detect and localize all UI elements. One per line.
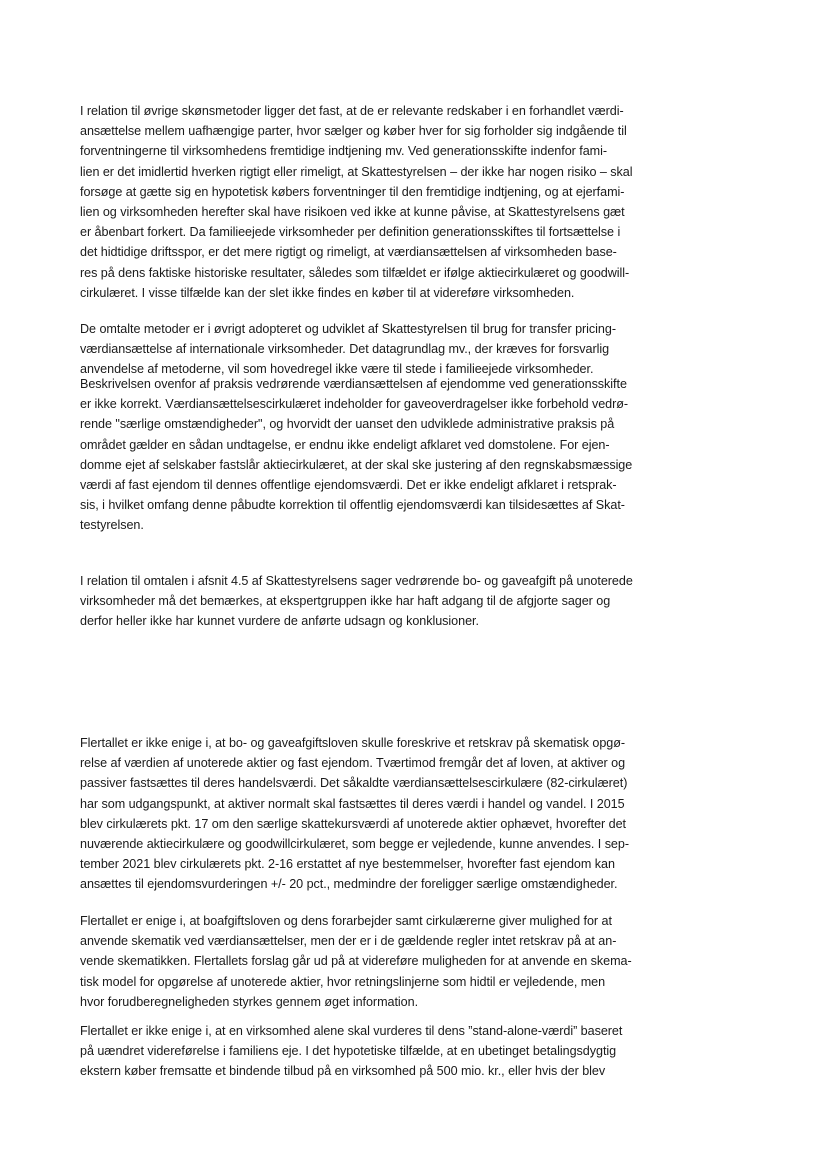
text-line: nuværende aktiecirkulære og goodwillcirkulæret, som begge er vejledende, kunne anvendes. I sep- bbox=[80, 837, 629, 852]
text-line: har som udgangspunkt, at aktiver normalt skal fastsættes til deres værdi i handel og vandel. I 2015 bbox=[80, 796, 625, 811]
text-line: lien er det imidlertid hverken rigtigt eller rimeligt, at Skattestyrelsen – der ikke har nogen risiko – skal bbox=[80, 164, 633, 179]
text-line: forventningerne til virksomhedens fremtidige indtjening mv. Ved generationsskifte indenfor fami- bbox=[80, 144, 607, 159]
text-line: ansættelse mellem uafhængige parter, hvor sælger og køber hver for sig forholder sig indgående til bbox=[80, 124, 627, 139]
text-line: er ikke korrekt. Værdiansættelsescirkulæret indeholder for gaveoverdragelser ikke forbehold vedrø- bbox=[80, 397, 629, 412]
paragraph-skonsmetoder bbox=[80, 101, 632, 303]
text-line: ansættes til ejendomsvurderingen +/- 20 pct., medmindre der foreligger særlige omstændigheder. bbox=[80, 877, 618, 892]
text-line: forsøge at gætte sig en hypotetisk købers forventninger til den fremtidige indtjening, og at ejerfami- bbox=[80, 184, 625, 199]
paragraph-flertallet-retskrav bbox=[80, 733, 629, 895]
text-line: res på dens faktiske historiske resultater, således som tilfældet er ifølge aktiecirkulæret og goodwill- bbox=[80, 265, 630, 280]
text-line: værdi af fast ejendom til dennes offentlige ejendomsværdi. Det er ikke endeligt afklaret i retsprak- bbox=[80, 478, 617, 493]
text-line: anvende skematik ved værdiansættelser, men der er i de gældende regler intet retskrav på at an- bbox=[80, 934, 617, 949]
paragraph-ejendomme bbox=[80, 374, 632, 536]
text-line: er åbenbart forkert. Da familieejede virksomheder per definition generationsskiftes til fortsættelse i bbox=[80, 225, 621, 240]
text-line: det hidtidige driftsspor, er det mere rigtigt og rimeligt, at værdiansættelsen af virksomheden base- bbox=[80, 245, 617, 260]
text-line: derfor heller ikke har kunnet vurdere de anførte udsagn og konklusioner. bbox=[80, 614, 479, 629]
text-line: hvor forudberegneligheden styrkes gennem øget information. bbox=[80, 994, 419, 1009]
paragraph-stand-alone bbox=[80, 1021, 622, 1082]
text-line: tember 2021 blev cirkulærets pkt. 2-16 erstattet af nye bestemmelser, hvorefter fast ejendom kan bbox=[80, 857, 615, 872]
text-line: cirkulæret. I visse tilfælde kan der slet ikke findes en køber til at videreføre virksomheden. bbox=[80, 285, 575, 300]
text-line: på uændret videreførelse i familiens eje. I det hypotetiske tilfælde, at en ubetinget betalingsdygtig bbox=[80, 1044, 617, 1059]
text-line: Flertallet er ikke enige i, at en virksomhed alene skal vurderes til dens ”stand-alone-værdi” baseret bbox=[80, 1024, 623, 1038]
text-line: relse af værdien af unoterede aktier og fast ejendom. Tværtimod fremgår det af loven, at aktiver og bbox=[80, 756, 626, 771]
text-line: området gælder en sådan undtagelse, er endnu ikke endeligt afklaret ved domstolene. For ejen- bbox=[80, 437, 610, 452]
text-line: I relation til omtalen i afsnit 4.5 af Skattestyrelsens sager vedrørende bo- og gaveafgift på unoterede bbox=[80, 574, 633, 588]
text-line: Flertallet er enige i, at boafgiftsloven og dens forarbejder samt cirkulærerne giver mulighed for at bbox=[80, 914, 612, 928]
paragraph-flertallet-skematik bbox=[80, 911, 632, 1012]
text-line: tisk model for opgørelse af unoterede aktier, hvor retningslinjerne som hidtil er vejledende, men bbox=[80, 974, 606, 989]
text-line: blev cirkulærets pkt. 17 om den særlige skattekursværdi af unoterede aktier ophævet, hvorefter det bbox=[80, 816, 626, 831]
text-line: passiver fastsættes til deres handelsværdi. Det såkaldte værdiansættelsescirkulære (82-cirkulæret) bbox=[80, 776, 628, 791]
text-line: virksomheder må det bemærkes, at ekspertgruppen ikke har haft adgang til de afgjorte sager og bbox=[80, 594, 611, 609]
text-line: vende skematikken. Flertallets forslag går ud på at videreføre muligheden for at anvende en skema- bbox=[80, 954, 632, 969]
text-line: I relation til øvrige skønsmetoder ligger det fast, at de er relevante redskaber i en forhandlet værdi- bbox=[80, 104, 624, 118]
text-line: ekstern køber fremsatte et bindende tilbud på en virksomhed på 500 mio. kr., eller hvis der blev bbox=[80, 1064, 606, 1079]
paragraph-afsnit-4-5 bbox=[80, 571, 633, 632]
text-line: domme ejet af selskaber fastslår aktiecirkulæret, at der skal ske justering af den regnskabsmæssige bbox=[80, 457, 633, 472]
text-line: testyrelsen. bbox=[80, 518, 144, 533]
text-line: værdiansættelse af internationale virksomheder. Det datagrundlag mv., der kræves for forsvarlig bbox=[80, 342, 610, 357]
text-line: Beskrivelsen ovenfor af praksis vedrørende værdiansættelsen af ejendomme ved generationsskifte bbox=[80, 377, 627, 391]
text-line: anvendelse af metoderne, vil som hovedregel ikke være til stede i familieejede virksomheder. bbox=[80, 362, 594, 377]
paragraph-transfer-pricing bbox=[80, 319, 616, 380]
text-line: Flertallet er ikke enige i, at bo- og gaveafgiftsloven skulle foreskrive et retskrav på skematisk opgø- bbox=[80, 736, 626, 750]
text-line: lien og virksomheden herefter skal have risikoen ved ikke at kunne påvise, at Skattestyrelsens gæt bbox=[80, 205, 625, 220]
text-line: rende "særlige omstændigheder", og hvorvidt der uanset den udviklede administrative praksis på bbox=[80, 417, 615, 432]
text-line: sis, i hvilket omfang denne påbudte korrektion til offentlig ejendomsværdi kan tilsidesættes af Skat- bbox=[80, 498, 625, 513]
text-line: De omtalte metoder er i øvrigt adopteret og udviklet af Skattestyrelsen til brug for transfer pricing- bbox=[80, 322, 616, 336]
